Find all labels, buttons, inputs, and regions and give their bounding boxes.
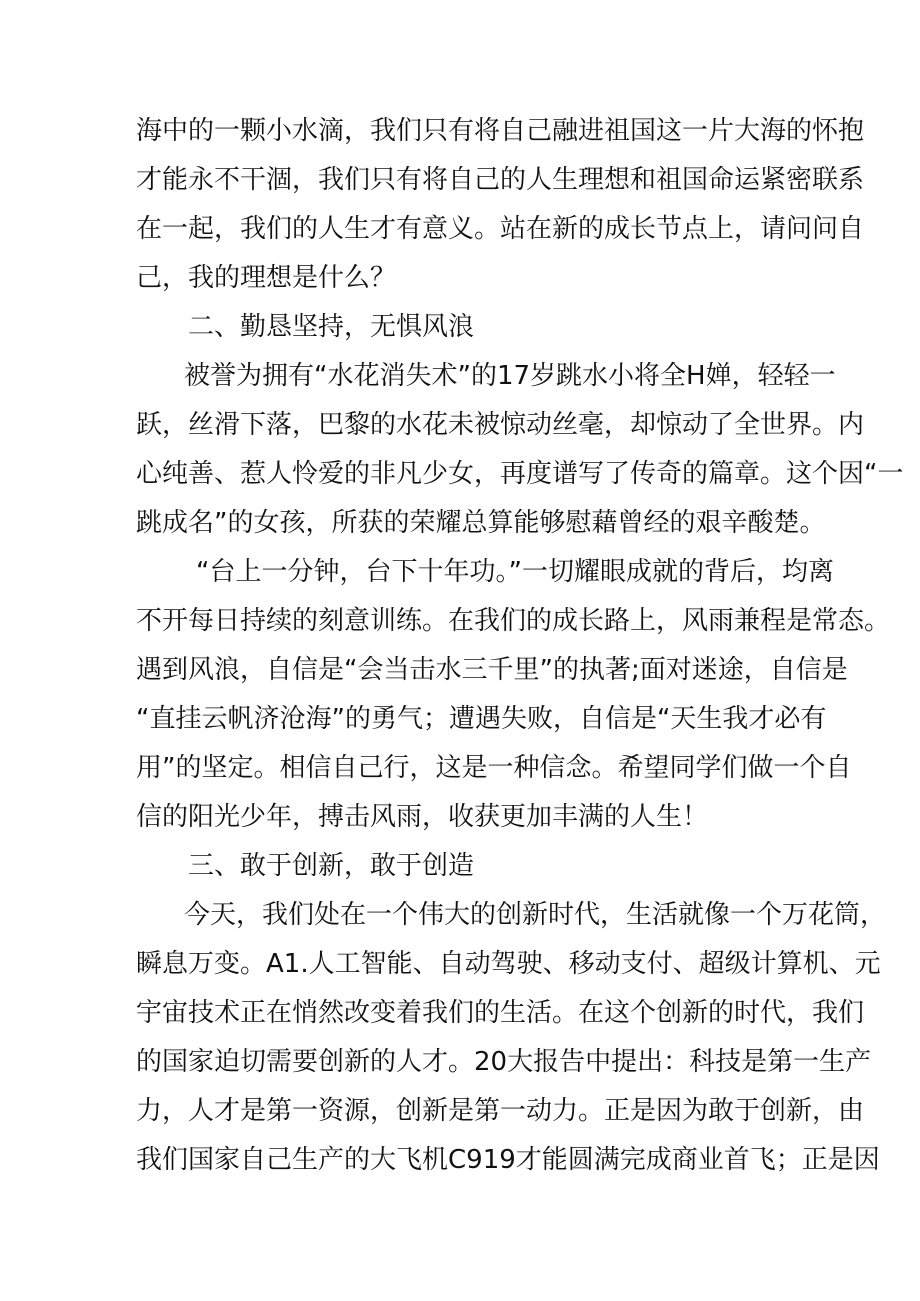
paragraph-line: “台上一分钟，台下十年功。”一切耀眼成就的背后，均离: [196, 557, 834, 587]
paragraph-line: 心纯善、惹人怜爱的非凡少女，再度谱写了传奇的篇章。这个因“一: [136, 459, 904, 489]
paragraph-line: 在一起，我们的人生才有意义。站在新的成长节点上，请问问自: [136, 214, 865, 244]
paragraph-line: 遇到风浪，自信是“会当击水三千里”的执著;面对迷途，自信是: [136, 655, 848, 685]
section-heading-3: 三、敢于创新，敢于创造: [188, 851, 475, 881]
paragraph-line: 跃，丝滑下落，巴黎的水花未被惊动丝毫，却惊动了全世界。内: [136, 410, 865, 440]
paragraph-line: 的国家迫切需要创新的人才。20大报告中提出：科技是第一生产: [136, 1047, 872, 1077]
paragraph-line: 今天，我们处在一个伟大的创新时代，生活就像一个万花筒，: [184, 900, 887, 930]
section-heading-2: 二、勤恳坚持，无惧风浪: [188, 312, 475, 342]
paragraph-line: 宇宙技术正在悄然改变着我们的生活。在这个创新的时代，我们: [136, 998, 865, 1028]
paragraph-line: “直挂云帆济沧海”的勇气；遭遇失败，自信是“天生我才必有: [136, 704, 827, 734]
paragraph-line: 瞬息万变。A1.人工智能、自动驾驶、移动支付、超级计算机、元: [136, 949, 881, 979]
paragraph-line: 己，我的理想是什么？: [136, 263, 397, 293]
paragraph-line: 才能永不干涸，我们只有将自己的人生理想和祖国命运紧密联系: [136, 165, 865, 195]
paragraph-line: 我们国家自己生产的大飞机C919才能圆满完成商业首飞；正是因: [136, 1145, 880, 1175]
paragraph-line: 不开每日持续的刻意训练。在我们的成长路上，风雨兼程是常态。: [136, 606, 891, 636]
paragraph-line: 海中的一颗小水滴，我们只有将自己融进祖国这一片大海的怀抱: [136, 116, 865, 146]
paragraph-line: 被誉为拥有“水花消失术”的17岁跳水小将全H婵，轻轻一: [184, 361, 836, 391]
paragraph-line: 跳成名”的女孩，所获的荣耀总算能够慰藉曾经的艰辛酸楚。: [136, 508, 826, 538]
paragraph-line: 力，人才是第一资源，创新是第一动力。正是因为敢于创新，由: [136, 1096, 865, 1126]
paragraph-line: 用”的坚定。相信自己行，这是一种信念。希望同学们做一个自: [136, 753, 852, 783]
paragraph-line: 信的阳光少年，搏击风雨，收获更加丰满的人生！: [136, 802, 709, 832]
body-text: [136, 107, 904, 1185]
